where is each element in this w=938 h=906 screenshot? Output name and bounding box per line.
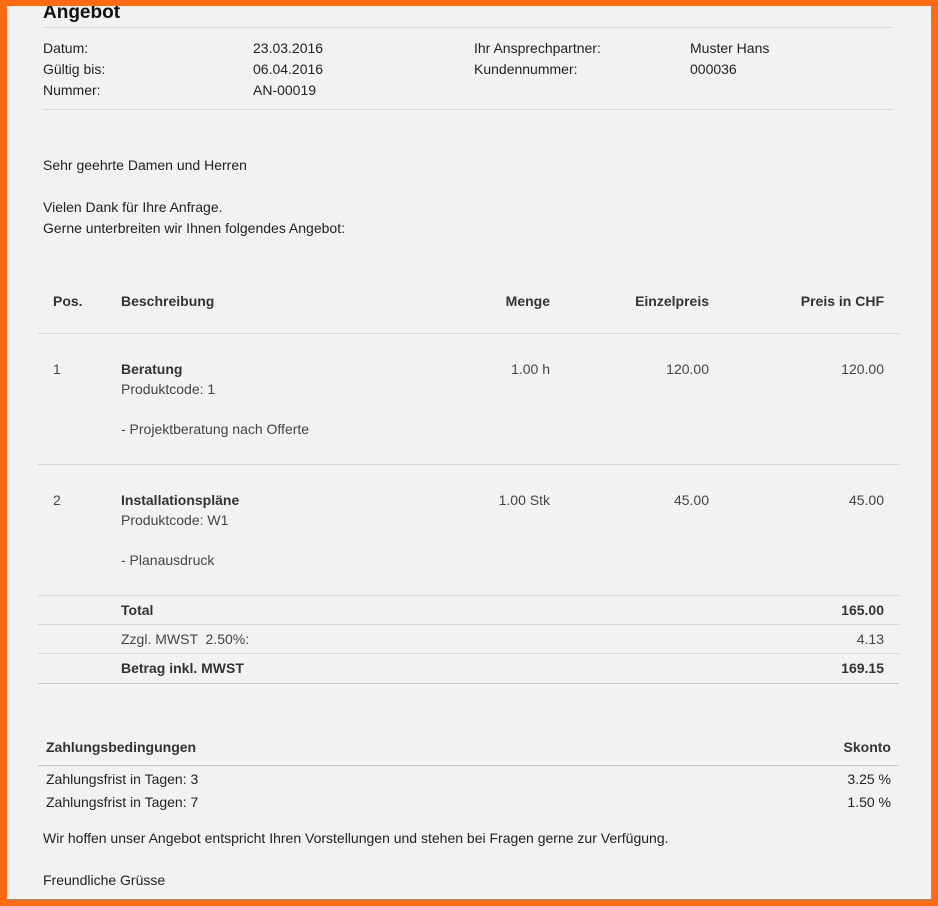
row-price: 45.00 xyxy=(848,492,884,508)
row-note: - Projektberatung nach Offerte xyxy=(121,421,310,437)
meta-value-date: 23.03.2016 xyxy=(253,40,324,56)
divider xyxy=(38,333,899,334)
header-unit-price: Einzelpreis xyxy=(635,293,709,309)
row-name: Installationspläne xyxy=(121,492,240,508)
vat-label: Zzgl. MWST 2.50%: xyxy=(121,631,250,647)
closing-greeting: Freundliche Grüsse xyxy=(43,872,166,888)
total-value: 165.00 xyxy=(841,602,884,618)
row-pos: 2 xyxy=(53,492,61,508)
row-code: Produktcode: W1 xyxy=(121,512,229,528)
divider xyxy=(38,595,899,596)
salutation: Sehr geehrte Damen und Herren xyxy=(43,157,247,173)
row-price: 120.00 xyxy=(841,361,884,377)
header-description: Beschreibung xyxy=(121,293,215,309)
gross-total-value: 169.15 xyxy=(841,660,884,676)
row-note: - Planausdruck xyxy=(121,552,215,568)
vat-value: 4.13 xyxy=(856,631,884,647)
meta-label-valid-until: Gültig bis: xyxy=(43,61,106,77)
row-unit-price: 120.00 xyxy=(666,361,709,377)
divider xyxy=(38,683,899,684)
header-quantity: Menge xyxy=(505,293,550,309)
intro-line-1: Vielen Dank für Ihre Anfrage. xyxy=(43,199,223,215)
row-unit-price: 45.00 xyxy=(673,492,709,508)
document-title: Angebot xyxy=(43,6,121,23)
meta-label-date: Datum: xyxy=(43,40,89,56)
payment-discount: 3.25 % xyxy=(847,771,891,787)
divider xyxy=(38,653,899,654)
document-page xyxy=(7,6,931,899)
divider xyxy=(43,109,893,110)
meta-label-number: Nummer: xyxy=(43,82,101,98)
meta-label-contact: Ihr Ansprechpartner: xyxy=(474,40,601,56)
payment-discount: 1.50 % xyxy=(847,794,891,810)
divider xyxy=(43,27,893,28)
meta-value-number: AN-00019 xyxy=(253,82,317,98)
intro-line-2: Gerne unterbreiten wir Ihnen folgendes Angebot: xyxy=(43,220,345,236)
meta-value-customer-number: 000036 xyxy=(690,61,737,77)
meta-value-valid-until: 06.04.2016 xyxy=(253,61,324,77)
meta-value-contact: Muster Hans xyxy=(690,40,770,56)
meta-label-customer-number: Kundennummer: xyxy=(474,61,578,77)
payment-header-terms: Zahlungsbedingungen xyxy=(46,739,197,755)
total-label: Total xyxy=(121,602,154,618)
row-quantity: 1.00 Stk xyxy=(498,492,550,508)
payment-term: Zahlungsfrist in Tagen: 7 xyxy=(46,794,199,810)
row-quantity: 1.00 h xyxy=(511,361,550,377)
row-name: Beratung xyxy=(121,361,183,377)
header-pos: Pos. xyxy=(53,293,83,309)
payment-header-discount: Skonto xyxy=(843,739,891,755)
closing-text: Wir hoffen unser Angebot entspricht Ihren Vorstellungen und stehen bei Fragen gerne zur Verfügung. xyxy=(43,830,669,846)
divider xyxy=(38,464,899,465)
divider xyxy=(38,765,899,766)
gross-total-label: Betrag inkl. MWST xyxy=(121,660,244,676)
payment-term: Zahlungsfrist in Tagen: 3 xyxy=(46,771,199,787)
divider xyxy=(38,624,899,625)
row-code: Produktcode: 1 xyxy=(121,381,216,397)
header-price: Preis in CHF xyxy=(800,293,884,309)
row-pos: 1 xyxy=(53,361,61,377)
